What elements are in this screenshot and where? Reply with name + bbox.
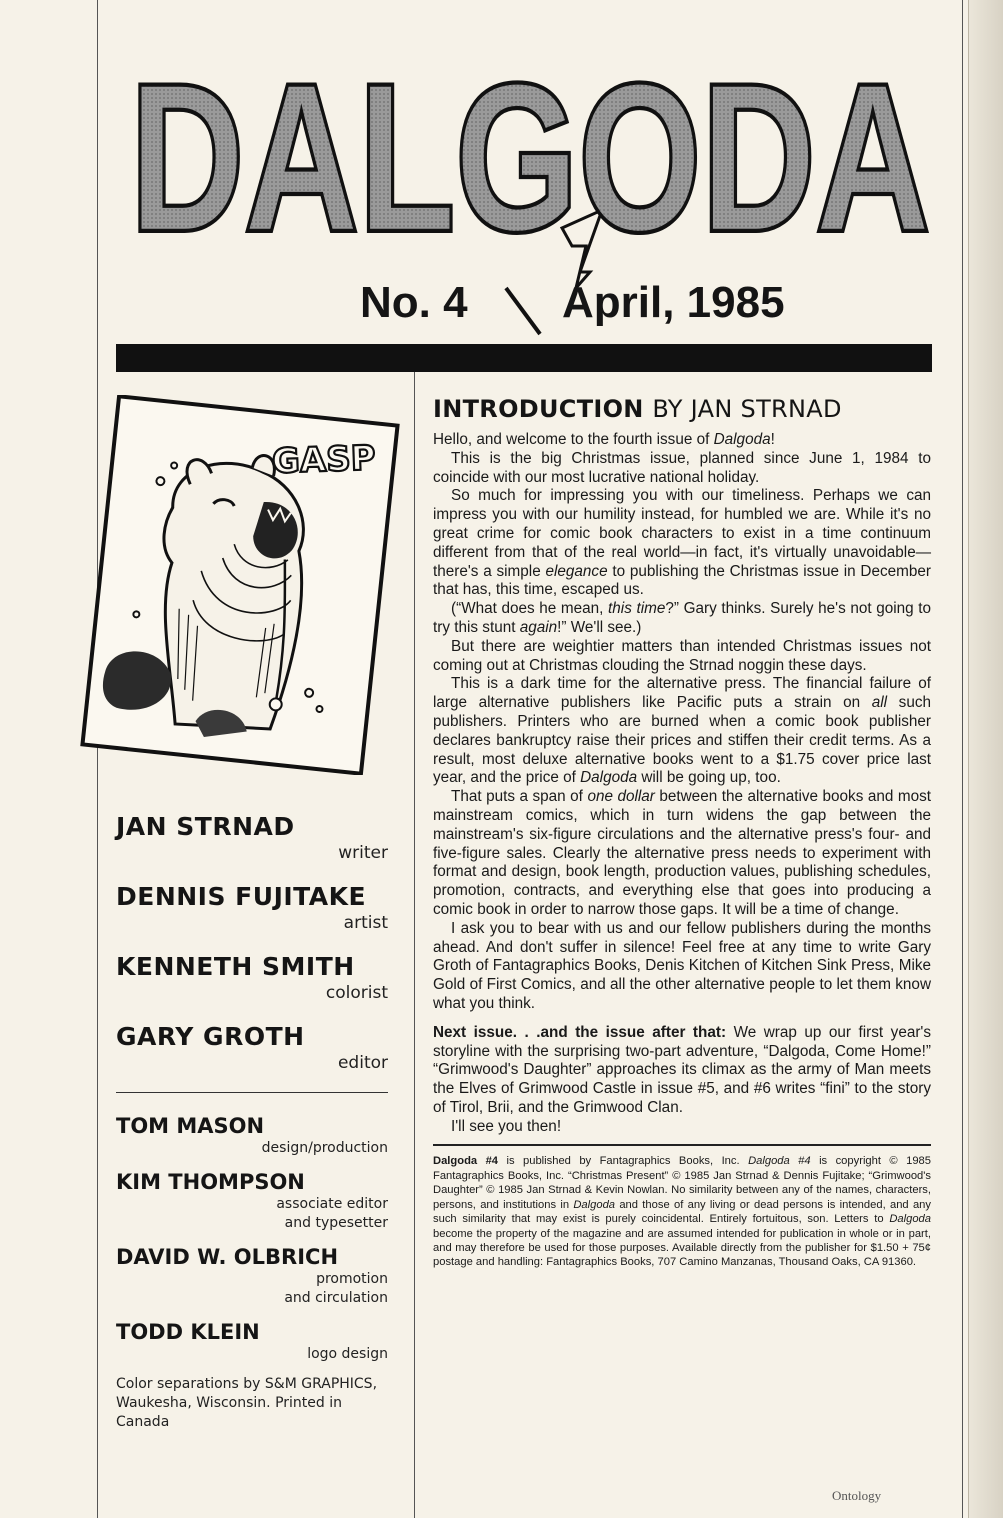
intro-title	[433, 395, 931, 423]
staff-role	[116, 1195, 388, 1233]
staff-name: TODD KLEIN	[116, 1320, 260, 1344]
staff-role: design/production	[261, 1140, 388, 1156]
header-bar	[116, 344, 932, 372]
credit-entry	[116, 1022, 388, 1074]
staff-role-line: promotion	[316, 1271, 388, 1287]
credit-name: JAN STRNAD	[116, 812, 295, 841]
staff-entry	[116, 1169, 388, 1233]
logo-outline: DALGODA	[130, 40, 930, 275]
intro-body	[433, 431, 931, 1136]
staff-role	[116, 1270, 388, 1308]
sound-effect: GASP	[271, 438, 377, 482]
column-divider	[414, 370, 415, 1518]
credits-block	[116, 812, 388, 1432]
credit-entry	[116, 952, 388, 1004]
introduction-column	[433, 395, 931, 1270]
staff-entry	[116, 1319, 388, 1364]
staff-role: logo design	[307, 1346, 388, 1362]
credit-entry	[116, 882, 388, 934]
page-edge	[968, 0, 1003, 1518]
staff-name: DAVID W. OLBRICH	[116, 1245, 339, 1269]
paragraph: I ask you to bear with us and our fellow publishers during the months ahead. And don't suffer in silence! Feel free at any time to write Gary Groth of Fantagraphics Books, Denis Kitchen of Kitchen Sink Press, Mike Gold of First Comics, and all the other alternative people to let them know what you think.	[433, 919, 931, 1012]
paragraph: (“What does he mean, this time?” Gary thinks. Surely he's not going to try this stunt again!” We'll see.)	[433, 600, 932, 636]
paragraph: But there are weightier matters than intended Christmas issues not coming out at Christmas clouding the Strnad noggin these days.	[433, 637, 931, 674]
paragraph: Hello, and welcome to the fourth issue of Dalgoda!	[433, 431, 775, 448]
staff-name: TOM MASON	[116, 1114, 265, 1138]
signoff: I'll see you then!	[451, 1117, 562, 1135]
paragraph: This is the big Christmas issue, planned since June 1, 1984 to coincide with our most lucrative national holiday.	[433, 449, 931, 486]
credits-divider	[116, 1092, 388, 1093]
masthead-logo	[110, 40, 950, 290]
credit-role: writer	[338, 843, 388, 863]
footer-label: Ontology	[832, 1488, 882, 1503]
staff-role-line: associate editor	[276, 1196, 388, 1212]
paragraph: This is a dark time for the alternative press. The financial failure of large alternative publishers like Pacific puts a strain on all such publishers. Printers who are burned when a comic book publisher declares bankruptcy raise their prices and stiffen their credit terms. As a result, most deluxe alternative books went to a $1.75 cover price last year, and the price of Dalgoda will be going up, too.	[433, 675, 931, 787]
publication-info: Dalgoda #4 is published by Fantagraphics Books, Inc. Dalgoda #4 is copyright © 1985 Fantagraphics Books, Inc. “Christmas Present” © 1985 Jan Strnad & Dennis Fujitake; “Grimwood's Daughter” © 1985 Jan Strnad & Kevin Nowlan. No similarity between any of the names, characters, persons, and institutions in Dalgoda and those of any living or dead persons is intended, and any such similarity that may exist is purely coincidental. Entirely fortuitous, son. Letters to Dalgoda become the property of the magazine and are assumed intended for publication in whole or in part, and may therefore be used for those purposes. Available directly from the publisher for $1.50 + 75¢ postage and handling: Fantagraphics Books, 707 Camino Manzanas, Thousand Oaks, CA 91360.	[433, 1155, 931, 1269]
intro-title-main: INTRODUCTION	[433, 395, 644, 423]
publication-divider	[433, 1144, 931, 1146]
credit-name: DENNIS FUJITAKE	[116, 882, 367, 911]
right-margin-rule	[962, 0, 963, 1518]
paragraph: That puts a span of one dollar between the alternative books and most mainstream comics, which in turn widens the gap between the mainstream's six-figure circulations and the alternative press's four- and five-figure sales. Clearly the alternative press needs to experiment with format and design, book length, production values, publishing schedules, promotion, contracts, and everything else that goes into producing a comic book in order to narrow those gaps. It will be a time of change.	[433, 788, 932, 918]
staff-role-line: and circulation	[284, 1290, 388, 1306]
credit-role: artist	[343, 913, 388, 933]
staff-name: KIM THOMPSON	[116, 1170, 305, 1194]
issue-number: No. 4	[360, 278, 468, 327]
paragraph: So much for impressing you with our timeliness. Perhaps we can impress you with our humility instead, for humbled we are. While it's no great crime for comic book characters to exist in a time continuum different from that of the real world—in fact, it's virtually unavoidable—there's a simple elegance to publishing the Christmas issue in December that has, this time, escaped us.	[433, 487, 931, 599]
logo-text: DALGODA	[130, 40, 930, 275]
credit-name: GARY GROTH	[116, 1022, 305, 1051]
credit-entry	[116, 812, 388, 864]
issue-date: April, 1985	[562, 278, 785, 327]
intro-title-byline: BY JAN STRNAD	[652, 395, 842, 423]
cover-illustration	[70, 395, 410, 775]
color-separations-note: Color separations by S&M GRAPHICS, Waukesha, Wisconsin. Printed in Canada	[116, 1376, 378, 1430]
credit-role: colorist	[325, 983, 388, 1003]
next-issue-paragraph: Next issue. . .and the issue after that: We wrap up our first year's storyline with the surprising two-part adventure, “Dalgoda, Come Home!” “Grimwood's Daughter” approaches its climax as the army of Man meets the Elves of Grimwood Castle in issue #5, and #6 writes “fini” to the story of Tirol, Brii, and the Grimwood Clan.	[433, 1023, 931, 1116]
staff-entry	[116, 1244, 388, 1308]
credit-name: KENNETH SMITH	[116, 952, 355, 981]
credit-role: editor	[337, 1053, 388, 1073]
issue-divider-slash	[500, 284, 560, 340]
staff-role-line: and typesetter	[284, 1215, 388, 1231]
staff-entry	[116, 1113, 388, 1158]
